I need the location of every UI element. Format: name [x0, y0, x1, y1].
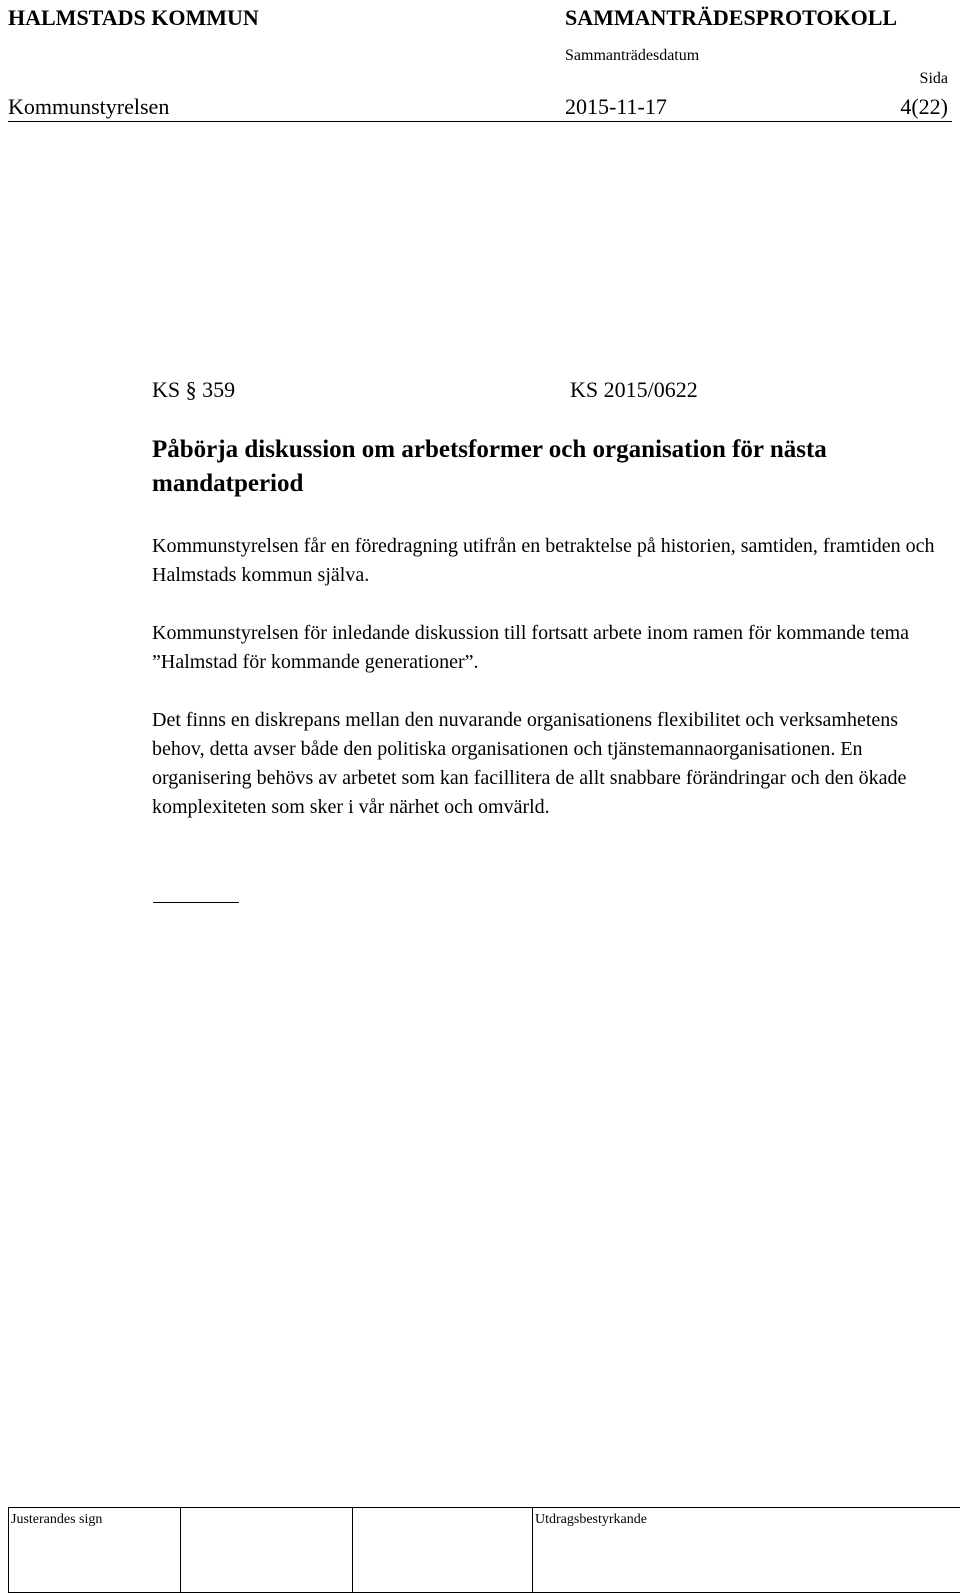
signature-box[interactable]	[353, 1508, 533, 1593]
utdragsbestyrkande-label: Utdragsbestyrkande	[535, 1512, 647, 1527]
case-reference: KS 2015/0622	[570, 377, 698, 402]
page-label: Sida	[919, 70, 948, 87]
utdragsbestyrkande-box[interactable]	[533, 1508, 960, 1593]
header-divider	[8, 121, 952, 122]
body-paragraph: Kommunstyrelsen får en föredragning utifrån en betraktelse på historien, samtiden, framtiden och Halmstads kommun själva.	[152, 535, 935, 586]
meeting-date: 2015-11-17	[565, 94, 667, 119]
justerandes-sign-box[interactable]	[9, 1508, 181, 1593]
body-paragraph: Kommunstyrelsen för inledande diskussion till fortsatt arbete inom ramen för kommande tema ”Halmstad för kommande generationer”.	[152, 622, 910, 673]
page-number: 4(22)	[900, 94, 948, 119]
signature-table	[8, 1507, 960, 1593]
justerandes-sign-label: Justerandes sign	[11, 1512, 103, 1527]
paragraph-reference: KS § 359	[152, 377, 236, 402]
body-paragraph: Det finns en diskrepans mellan den nuvarande organisationens flexibilitet och verksamhetens behov, detta avser både den politiska organisationen och tjänstemannaorganisationen. En organisering behövs av arbetet som kan facillitera de allt snabbare förändringar och den ökade komplexiteten som sker i vår närhet och omvärld.	[152, 709, 907, 818]
organization-name: HALMSTADS KOMMUN	[8, 5, 259, 30]
committee-name: Kommunstyrelsen	[8, 94, 170, 119]
section-end-rule	[153, 902, 239, 903]
document-type: SAMMANTRÄDESPROTOKOLL	[565, 5, 898, 30]
meeting-date-label: Sammanträdesdatum	[565, 47, 700, 64]
item-title: Påbörja diskussion om arbetsformer och organisation för nästa mandatperiod	[152, 436, 827, 497]
signature-box[interactable]	[181, 1508, 353, 1593]
